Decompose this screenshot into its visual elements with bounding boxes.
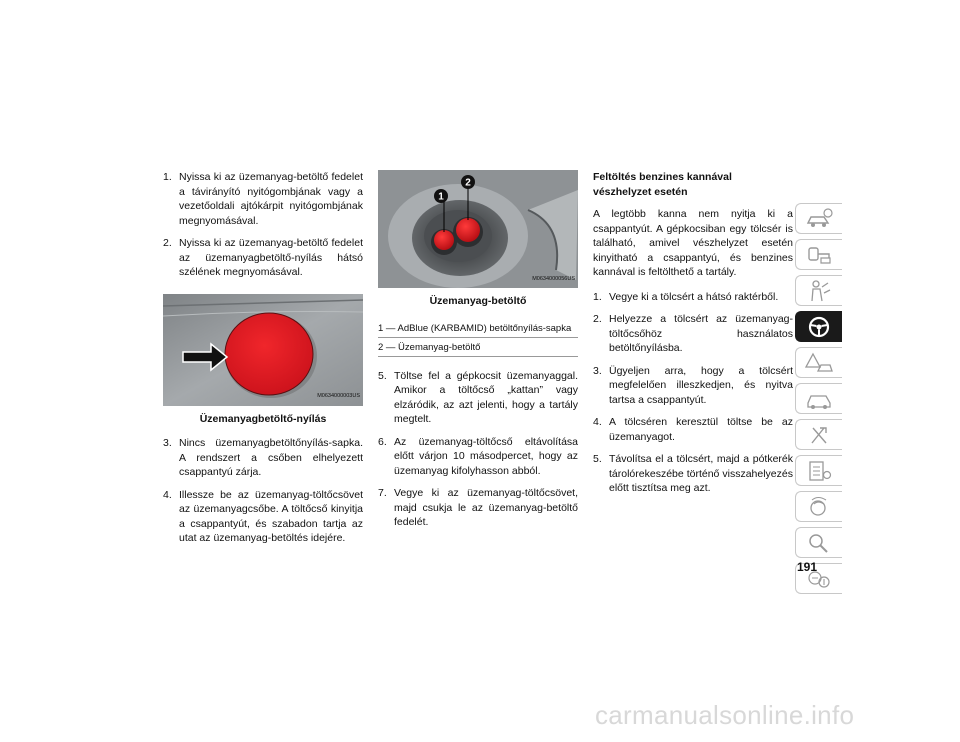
step-text: Töltse fel a gépkocsit üzemanyaggal. Amikor a töltőcső „kattan” vagy elzáródik, az azt jelenti, hogy a tartály megtelt.: [394, 369, 578, 425]
step-text: Az üzemanyag-töltőcső eltávolítása előtt várjon 10 másodpercet, hogy az üzemanyag kifolyhasson abból.: [394, 435, 578, 477]
steps-list-b: [163, 436, 363, 546]
figure-code: M0634000056US: [532, 275, 575, 282]
tab-maintenance[interactable]: [795, 419, 842, 450]
tab-safety[interactable]: [795, 275, 842, 306]
step-4: [163, 488, 363, 546]
steps-list-c: [378, 369, 578, 530]
page-number: 191: [797, 560, 818, 574]
step-5: [378, 369, 578, 427]
tab-specifications[interactable]: [795, 455, 842, 486]
right-column: [593, 170, 793, 504]
step-number: 3.: [593, 364, 602, 377]
fuel-filler-figure: [378, 170, 578, 288]
step-number: 1.: [593, 290, 602, 303]
step-3: [593, 364, 793, 408]
seat-belt-icon: [804, 279, 834, 303]
step-5: [593, 452, 793, 496]
car-service-icon: [804, 387, 834, 411]
step-number: 1.: [163, 171, 172, 183]
fuel-filler-illustration: [378, 170, 578, 288]
step-number: 5.: [593, 453, 602, 465]
step-7: [378, 486, 578, 530]
step-text: Nincs üzemanyagbetöltőnyílás-sapka. A rendszert a csőben elhelyezett csappantyú zárja.: [179, 437, 363, 478]
left-column: [163, 170, 363, 554]
warning-car-icon: [804, 351, 834, 375]
step-3: [163, 436, 363, 480]
tools-icon: [804, 423, 834, 447]
step-2: [593, 312, 793, 356]
step-number: 4.: [593, 416, 602, 428]
step-text: A tölcséren keresztül töltse be az üzemanyagot.: [609, 416, 793, 443]
tab-service[interactable]: [795, 383, 842, 414]
figure-code: M0634000003US: [317, 393, 360, 399]
tab-multimedia[interactable]: [795, 491, 842, 522]
car-key-icon: [804, 243, 834, 267]
steering-wheel-icon: [804, 315, 834, 339]
step-1: [163, 170, 363, 228]
tab-keys[interactable]: [795, 239, 842, 270]
step-text: Nyissa ki az üzemanyag-betöltő fedelet a távirányító nyitógombjának vagy a vezetőoldali ajtókárpit nyitógombjának megnyomásával.: [179, 171, 363, 227]
fuel-door-figure: [163, 294, 363, 406]
tab-driving[interactable]: [795, 311, 842, 342]
step-1: [593, 290, 793, 305]
tab-vehicle-intro[interactable]: [795, 203, 842, 234]
step-text: Vegye ki a tölcsért a hátsó raktérből.: [609, 290, 779, 303]
step-text: Helyezze a tölcsért az üzemanyag-töltőcsőhöz használatos betöltőnyílásba.: [609, 313, 793, 354]
steps-list-d: [593, 290, 793, 496]
section-heading: Feltöltés benzines kannával vészhelyzet esetén: [593, 171, 732, 198]
step-number: 2.: [163, 237, 172, 249]
step-text: Illessze be az üzemanyag-töltőcsövet az üzemanyagcsőbe. A töltőcső kinyitja a csappantyút, és szabadon tartja az utat az üzemanyag-betöltés idejére.: [179, 488, 363, 544]
callout-2-label: 2: [465, 177, 471, 189]
step-text: Ügyeljen arra, hogy a tölcsért megfelelően illeszkedjen, és nyitva tartsa a csappantyút.: [609, 364, 793, 406]
figure-legend: [378, 319, 578, 357]
step-number: 5.: [378, 369, 387, 382]
step-number: 4.: [163, 488, 172, 501]
step-number: 6.: [378, 435, 387, 448]
specifications-icon: [804, 459, 834, 483]
step-text: Vegye ki az üzemanyag-töltőcsövet, majd csukja le az üzemanyag-betöltő fedelét.: [394, 487, 578, 528]
callout-1-label: 1: [438, 191, 444, 203]
chapter-tabs: [795, 203, 841, 599]
step-number: 2.: [593, 313, 602, 325]
step-text: Távolítsa el a tölcsért, majd a pótkerék tárolórekeszébe történő visszahelyezés előtt tisztítsa meg azt.: [609, 453, 793, 494]
step-4: [593, 415, 793, 444]
step-6: [378, 435, 578, 479]
legend-item: 2 — Üzemanyag-betöltő: [378, 338, 578, 357]
step-number: 3.: [163, 437, 172, 449]
intro-paragraph: A legtöbb kanna nem nyitja ki a csappantyút. A gépkocsiban egy tölcsér is található, amivel vészhelyzet esetén kinyitható a csappantyú, és benzines kannával is feltölthető a tartály.: [593, 208, 793, 278]
steps-list-a: [163, 170, 363, 280]
multimedia-icon: [804, 495, 834, 519]
figure-caption: Üzemanyagbetöltő-nyílás: [199, 412, 327, 425]
magnifier-icon: [804, 531, 834, 555]
step-2: [163, 236, 363, 280]
tab-emergency[interactable]: [795, 347, 842, 378]
figure-caption: Üzemanyag-betöltő: [429, 295, 527, 307]
legend-item: 1 — AdBlue (KARBAMID) betöltőnyílás-sapka: [378, 319, 578, 338]
car-info-icon: [804, 207, 834, 231]
step-number: 7.: [378, 487, 387, 499]
step-text: Nyissa ki az üzemanyag-betöltő fedelet az üzemanyagbetöltő-nyílás hátsó szélének megnyomásával.: [179, 237, 363, 278]
watermark: carmanualsonline.info: [595, 700, 855, 730]
tab-search[interactable]: [795, 527, 842, 558]
middle-column: [378, 170, 578, 538]
